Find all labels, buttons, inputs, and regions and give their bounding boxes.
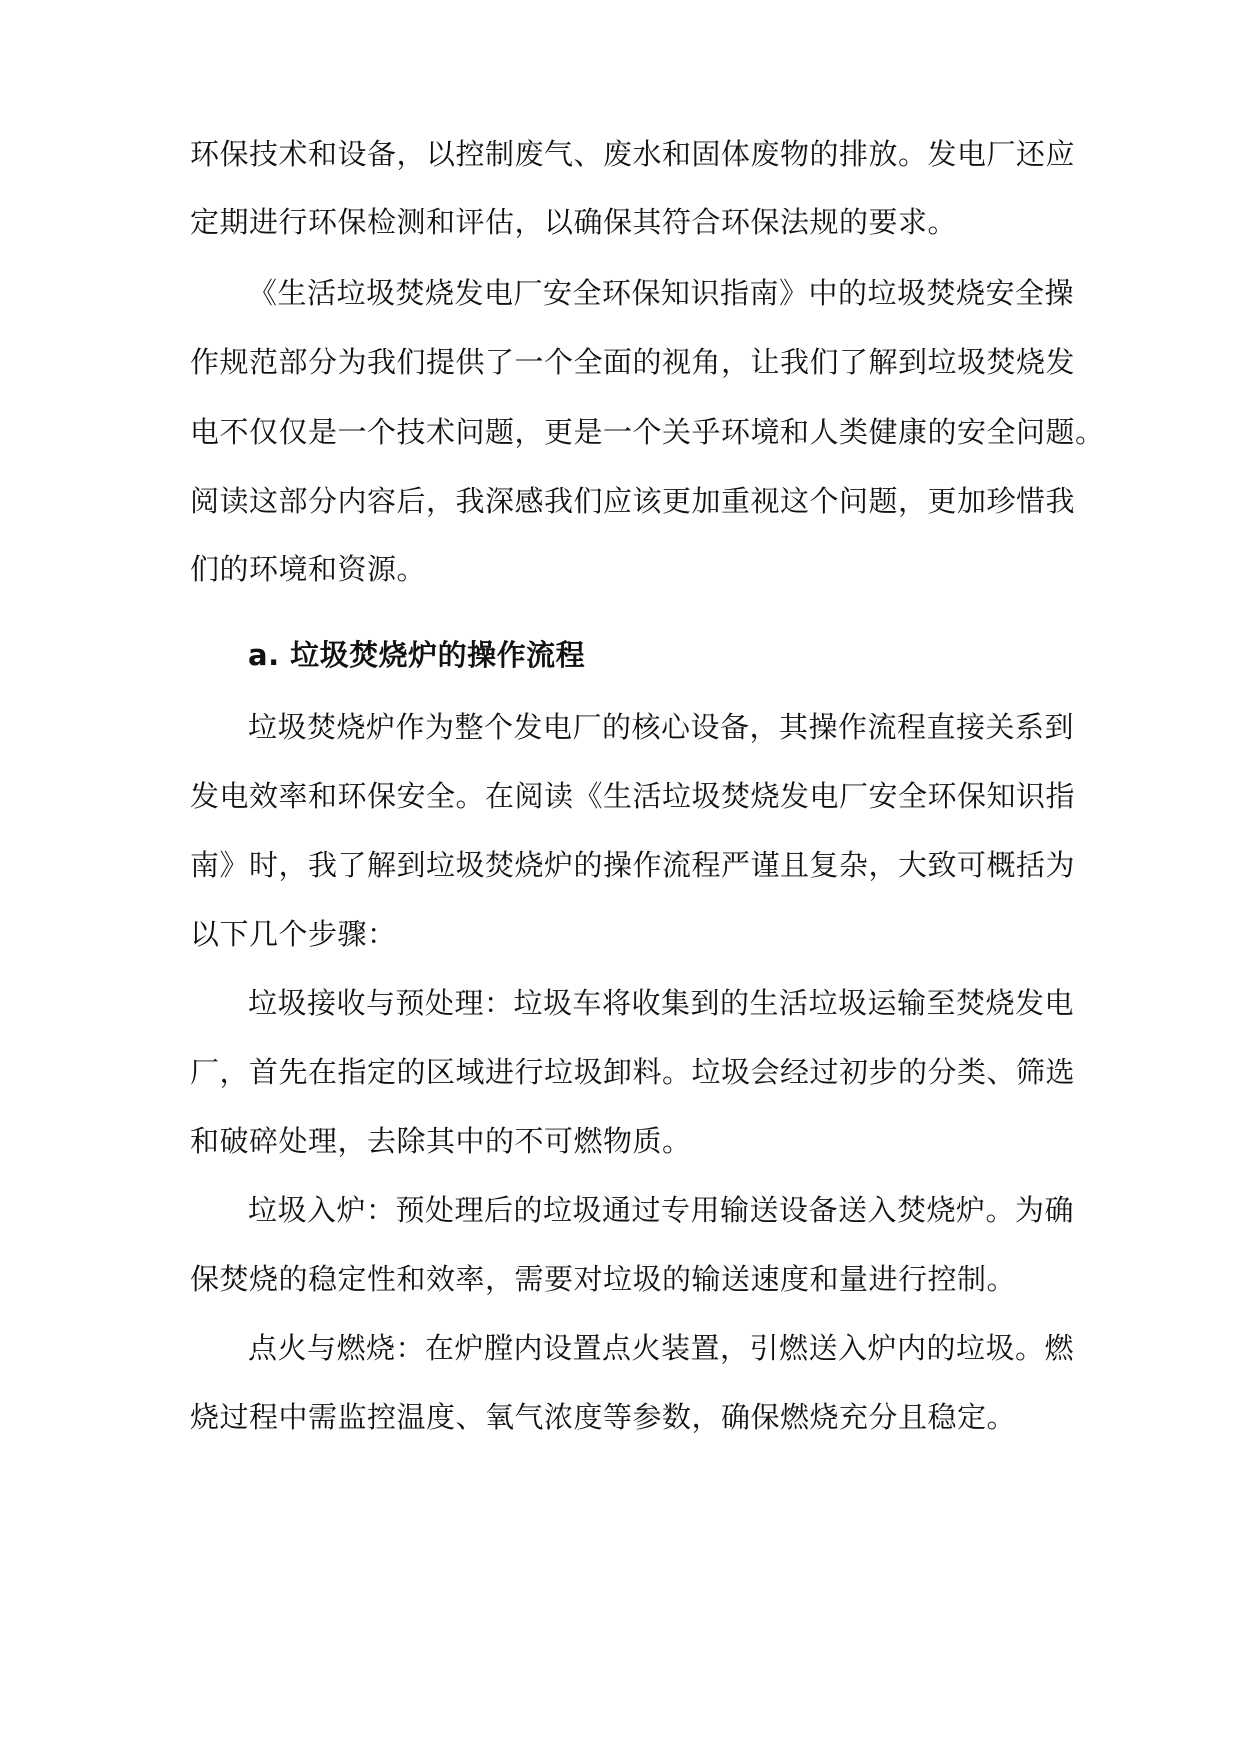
paragraph-line: 电不仅仅是一个技术问题，更是一个关乎环境和人类健康的安全问题。 [190, 415, 1105, 449]
paragraph-line: 垃圾入炉：预处理后的垃圾通过专用输送设备送入焚烧炉。为确 [248, 1193, 1075, 1227]
paragraph-line: 定期进行环保检测和评估，以确保其符合环保法规的要求。 [190, 205, 958, 239]
paragraph-line: 们的环境和资源。 [190, 552, 427, 586]
paragraph-line: 烧过程中需监控温度、氧气浓度等参数，确保燃烧充分且稳定。 [190, 1400, 1017, 1434]
paragraph-line: 《生活垃圾焚烧发电厂安全环保知识指南》中的垃圾焚烧安全操 [248, 276, 1075, 310]
paragraph-line: 南》时，我了解到垃圾焚烧炉的操作流程严谨且复杂，大致可概括为 [190, 848, 1076, 882]
paragraph-line: 环保技术和设备，以控制废气、废水和固体废物的排放。发电厂还应 [190, 137, 1076, 171]
paragraph-line: 阅读这部分内容后，我深感我们应该更加重视这个问题，更加珍惜我 [190, 484, 1076, 518]
paragraph-line: 厂，首先在指定的区域进行垃圾卸料。垃圾会经过初步的分类、筛选 [190, 1055, 1076, 1089]
paragraph-line: 作规范部分为我们提供了一个全面的视角，让我们了解到垃圾焚烧发 [190, 345, 1076, 379]
paragraph-line: 保焚烧的稳定性和效率，需要对垃圾的输送速度和量进行控制。 [190, 1262, 1017, 1296]
paragraph-line: 点火与燃烧：在炉膛内设置点火装置，引燃送入炉内的垃圾。燃 [248, 1331, 1075, 1365]
section-heading: a. 垃圾焚烧炉的操作流程 [248, 638, 586, 672]
paragraph-line: 以下几个步骤： [190, 917, 397, 951]
paragraph-line: 垃圾接收与预处理：垃圾车将收集到的生活垃圾运输至焚烧发电 [248, 986, 1075, 1020]
paragraph-line: 垃圾焚烧炉作为整个发电厂的核心设备，其操作流程直接关系到 [248, 710, 1075, 744]
paragraph-line: 发电效率和环保安全。在阅读《生活垃圾焚烧发电厂安全环保知识指 [190, 779, 1076, 813]
paragraph-line: 和破碎处理，去除其中的不可燃物质。 [190, 1124, 692, 1158]
